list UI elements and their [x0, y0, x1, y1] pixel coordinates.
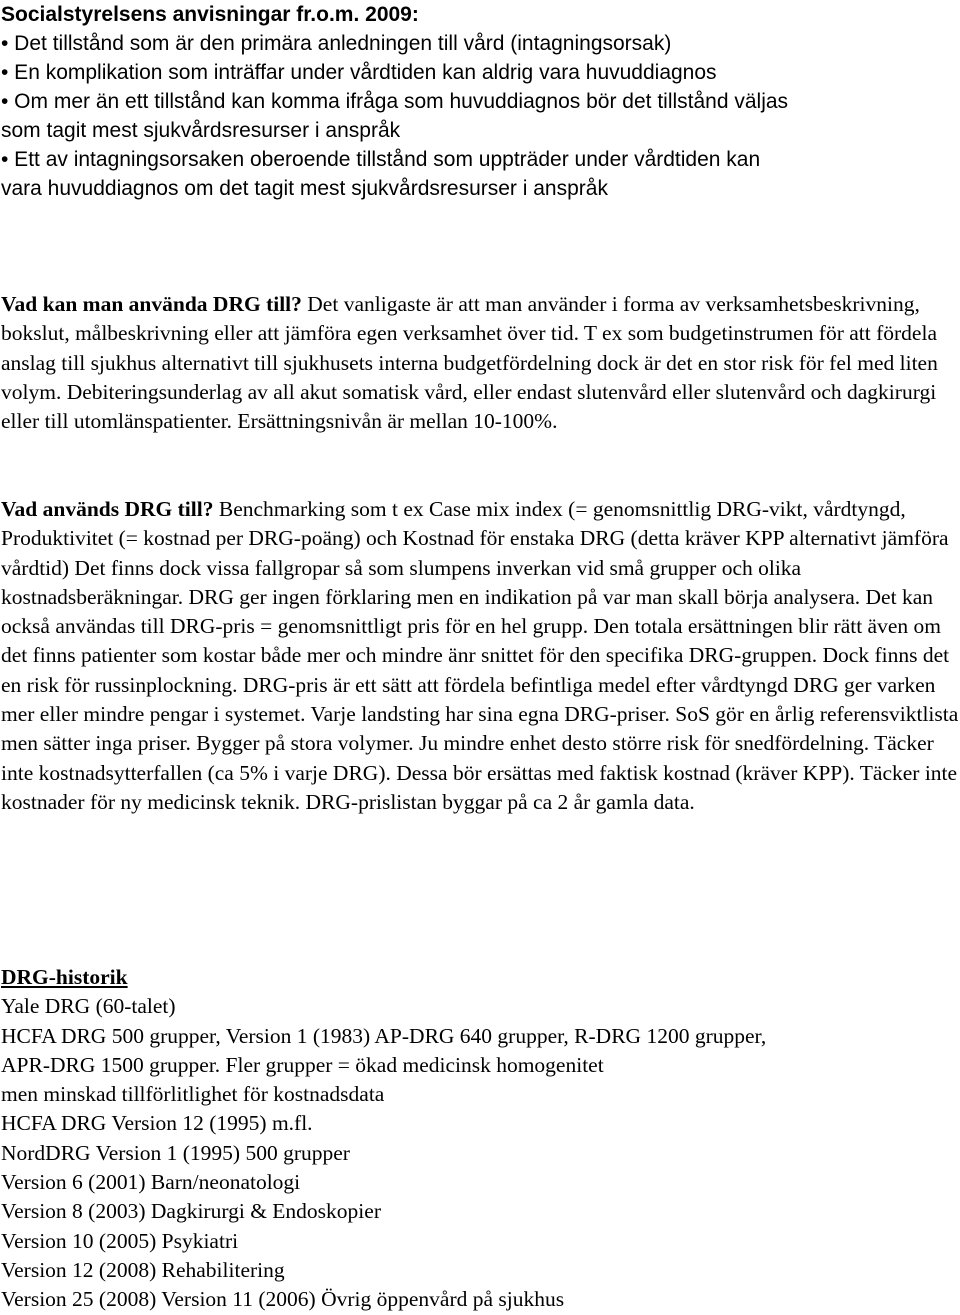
intro-bullet: • En komplikation som inträffar under vårdtiden kan aldrig vara huvuddiagnos — [1, 61, 717, 84]
history-line: Version 8 (2003) Dagkirurgi & Endoskopier — [1, 1199, 381, 1224]
intro-bullet: • Ett av intagningsorsaken oberoende tillstånd som uppträder under vårdtiden kan vara huvuddiagnos om det tagit mest sjukvårdsresurser i anspråk — [1, 148, 761, 200]
applied-paragraph — [1, 495, 959, 817]
intro-section — [1, 0, 959, 203]
applied-text: Benchmarking som t ex Case mix index (= genomsnittlig DRG-vikt, vårdtyngd, Produktivitet (= kostnad per DRG-poäng) och Kostnad för enstaka DRG (detta kräver KPP alternativt jämföra vårdtid) Det finns dock vissa fallgropar så som slumpens inverkan vid små grupper och olika kostnadsberäkningar. DRG ger ingen förklaring men en indikation på var man skall börja analysera. Det kan också användas till DRG-pris = genomsnittligt pris för en hel grupp. Den totala ersättningen blir rätt även om det finns patienter som kostar både mer och mindre änr snittet för den specifika DRG-gruppen. Dock finns det en risk för russinplockning. DRG-pris är ett sätt att fördela befintliga medel efter vårdtyngd DRG ger varken mer eller mindre pengar i systemet. Varje landsting har sina egna DRG-priser. SoS gör en årlig referensviktlista men sätter inga priser. Bygger på stora volymer. Ju mindre enhet desto större risk för snedfördelning. Täcker inte kostnadsytterfallen (ca 5% i varje DRG). Dessa bör ersättas med faktisk kostnad (kräver KPP). Täcker inte kostnader för ny medicinsk teknik. DRG-prislistan byggar på ca 2 år gamla data. — [1, 497, 959, 814]
usage-paragraph — [1, 290, 951, 436]
intro-title: Socialstyrelsens anvisningar fr.o.m. 2009: — [1, 3, 419, 26]
history-line: NordDRG Version 1 (1995) 500 grupper — [1, 1140, 350, 1165]
history-line: HCFA DRG Version 12 (1995) m.fl. — [1, 1111, 313, 1136]
intro-bullet: • Om mer än ett tillstånd kan komma ifråga som huvuddiagnos bör det tillstånd väljas som tagit mest sjukvårdsresurser i anspråk — [1, 90, 789, 142]
usage-question: Vad kan man använda DRG till? — [1, 292, 302, 316]
history-line: Version 10 (2005) Psykiatri — [1, 1228, 239, 1253]
history-line: men minskad tillförlitlighet för kostnadsdata — [1, 1082, 385, 1107]
history-line: HCFA DRG 500 grupper, Version 1 (1983) AP-DRG 640 grupper, R-DRG 1200 grupper, — [1, 1023, 767, 1048]
history-section — [1, 963, 959, 1315]
applied-question: Vad används DRG till? — [1, 497, 214, 521]
history-line: Version 25 (2008) Version 11 (2006) Övrig öppenvård på sjukhus — [1, 1287, 565, 1312]
usage-text: Det vanligaste är att man använder i forma av verksamhetsbeskrivning, bokslut, målbeskrivning eller att jämföra egen verksamhet över tid. T ex som budgetinstrumen för att fördela anslag till sjukhus alternativt till sjukhusets interna budgetfördelning dock är det en stor risk för fel med liten volym. Debiteringsunderlag av all akut somatisk vård, eller endast slutenvård eller slutenvård och dagkirurgi eller till utomlänspatienter. Ersättningsnivån är mellan 10-100%. — [1, 292, 938, 434]
history-line: APR-DRG 1500 grupper. Fler grupper = ökad medicinsk homogenitet — [1, 1052, 604, 1077]
history-line: Version 12 (2008) Rehabilitering — [1, 1257, 285, 1282]
intro-bullet: • Det tillstånd som är den primära anledningen till vård (intagningsorsak) — [1, 32, 672, 55]
history-title: DRG-historik — [1, 965, 128, 989]
history-line: Version 6 (2001) Barn/neonatologi — [1, 1170, 301, 1195]
history-line: Yale DRG (60-talet) — [1, 994, 176, 1019]
